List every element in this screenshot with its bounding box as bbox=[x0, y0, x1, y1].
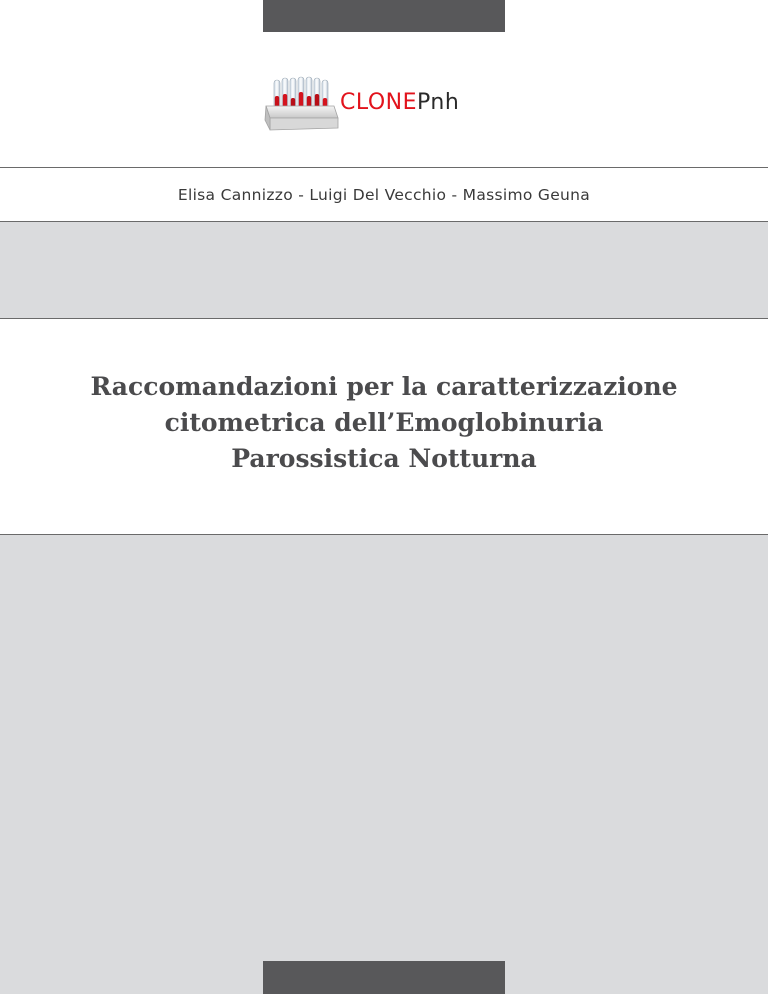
divider-line bbox=[0, 318, 768, 319]
top-tab bbox=[263, 0, 505, 32]
title-line-1: Raccomandazioni per la caratterizzazione bbox=[90, 372, 678, 401]
clonepnh-logo bbox=[262, 72, 522, 136]
bottom-tab bbox=[263, 961, 505, 994]
logo-wordmark bbox=[340, 90, 459, 115]
logo-brand-prefix: CLONE bbox=[340, 90, 418, 115]
bottom-gray-band bbox=[0, 535, 768, 994]
document-title bbox=[0, 369, 768, 477]
title-line-3: Parossistica Notturna bbox=[231, 444, 537, 473]
test-tubes-rack-icon bbox=[262, 72, 342, 136]
title-line-2: citometrica dell’Emoglobinuria bbox=[164, 408, 604, 437]
divider-line bbox=[0, 167, 768, 168]
logo-brand-suffix: Pnh bbox=[417, 90, 460, 115]
authors-line: Elisa Cannizzo - Luigi Del Vecchio - Massimo Geuna bbox=[177, 186, 591, 204]
top-gray-band bbox=[0, 222, 768, 318]
